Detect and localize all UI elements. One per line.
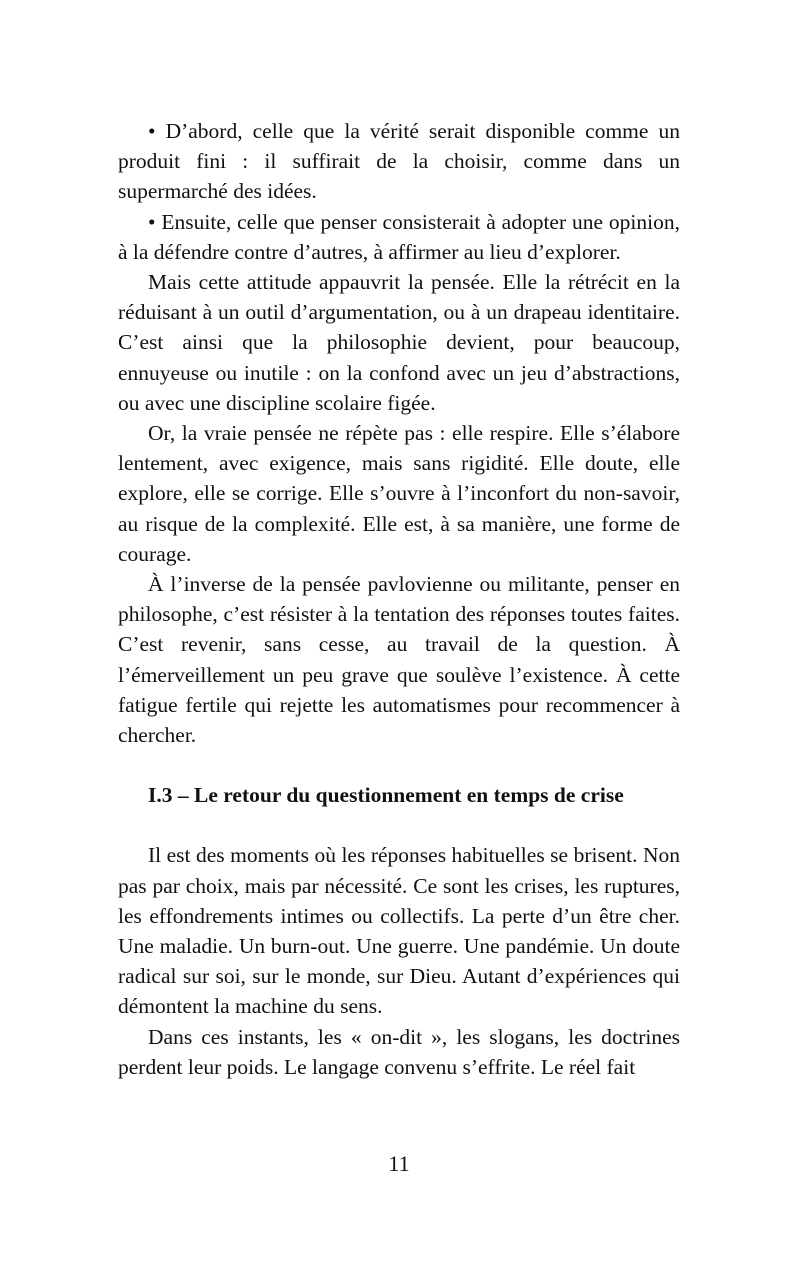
paragraph-3: Mais cette attitude appauvrit la pensée. Elle la rétrécit en la réduisant à un outil d’argumentation, ou à un drapeau identitaire. C’est ainsi que la philosophie devient, pour beaucoup, ennuyeuse ou inutile : on la confond avec un jeu d’abstractions, ou avec une discipline scolaire figée. bbox=[118, 270, 680, 415]
paragraph-5: À l’inverse de la pensée pavlovienne ou militante, penser en philosophe, c’est résister à la tentation des réponses toutes faites. C’est revenir, sans cesse, au travail de la question. À l’émerveillement un peu grave que soulève l’existence. À cette fatigue fertile qui rejette les automatismes pour recommencer à chercher. bbox=[118, 572, 680, 748]
paragraph-bullet-2: • Ensuite, celle que penser consisterait à adopter une opinion, à la défendre contre d’autres, à affirmer au lieu d’explorer. bbox=[118, 209, 680, 264]
spacer bbox=[118, 810, 680, 840]
spacer bbox=[118, 750, 680, 780]
page-number: 11 bbox=[388, 1151, 410, 1176]
paragraph-6: Il est des moments où les réponses habituelles se brisent. Non pas par choix, mais par nécessité. Ce sont les crises, les ruptures, les effondrements intimes ou collectifs. La perte d’un être cher. Une maladie. Un burn-out. Une guerre. Une pandémie. Un doute radical sur soi, sur le monde, sur Dieu. Autant d’expériences qui démontent la machine du sens. bbox=[118, 843, 680, 1019]
paragraph-7: Dans ces instants, les « on-dit », les slogans, les doctrines perdent leur poids. Le langage convenu s’effrite. Le réel fait bbox=[118, 1024, 680, 1079]
paragraph-4: Or, la vraie pensée ne répète pas : elle respire. Elle s’élabore lentement, avec exigence, mais sans rigidité. Elle doute, elle explore, elle se corrige. Elle s’ouvre à l’inconfort du non-savoir, au risque de la complexité. Elle est, à sa manière, une forme de courage. bbox=[118, 421, 680, 566]
body-text bbox=[118, 116, 680, 1082]
section-heading: I.3 – Le retour du questionnement en temps de crise bbox=[148, 783, 624, 808]
paragraph-bullet-1: • D’abord, celle que la vérité serait disponible comme un produit fini : il suffirait de la choisir, comme dans un supermarché des idées. bbox=[118, 119, 680, 204]
